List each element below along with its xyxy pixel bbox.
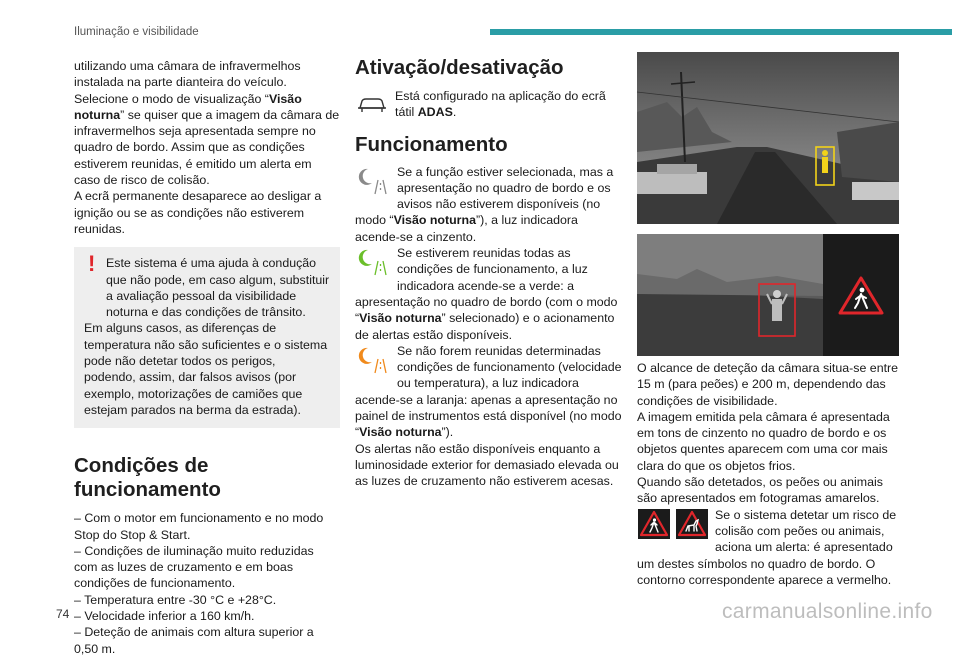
night-vision-grey-icon (355, 165, 391, 197)
heading-operation: Funcionamento (355, 132, 508, 156)
activation-text: Está configurado na aplicação do ecrã tátil ADAS. (395, 89, 606, 120)
list-item: – Temperatura entre -30 °C e +28°C. (74, 592, 277, 607)
indicator-grey-text: Se a função estiver selecionada, mas a apresentação no quadro de bordo e os avisos não estiverem disponíveis (no modo “Visão noturna”), a luz indicadora acende-se a cinzento. (355, 164, 614, 244)
intro-paragraph: utilizando uma câmara de infravermelhos instalada na parte dianteira do veículo. (74, 59, 301, 90)
list-item: – Condições de iluminação muito reduzidas com as luzes de cruzamento e em boas condições de funcionamento. (74, 543, 314, 591)
column-1 (74, 58, 340, 657)
car-outline-icon (355, 89, 389, 119)
alert-row (637, 507, 903, 588)
page-number: 74 (56, 607, 70, 621)
running-header: Iluminação e visibilidade (74, 26, 199, 38)
night-vision-camera-image (637, 52, 899, 224)
night-vision-green-icon (355, 246, 391, 278)
list-item: – Velocidade inferior a 160 km/h. (74, 609, 255, 624)
yellow-frames-paragraph: Quando são detetados, os peões ou animais são apresentados em fotogramas amarelos. (637, 475, 883, 506)
warning-text-1: Este sistema é uma ajuda à condução que não pode, em caso algum, substituir a avaliação pessoal da visibilidade noturna e das condições de trânsito. (106, 256, 330, 320)
activation-row (355, 88, 623, 121)
night-vision-orange-icon (355, 344, 391, 376)
warning-box (74, 247, 340, 428)
pedestrian-warning-icon (637, 508, 671, 540)
display-off-paragraph: A ecrã permanente desaparece ao desligar a ignição ou se as condições não estiverem reunidas. (74, 189, 322, 236)
header-accent-bar (490, 29, 952, 35)
night-vision-alert-image (637, 234, 823, 356)
heading-activation: Ativação/desativação (355, 56, 564, 79)
alerts-unavailable-text: Os alertas não estão disponíveis enquanto a luminosidade exterior for demasiado elevada ou as luzes de cruzamento não estiverem acesas. (355, 441, 619, 489)
list-item: – Com o motor em funcionamento e no modo Stop do Stop & Start. (74, 511, 324, 542)
animal-warning-icon (675, 508, 709, 540)
warning-text-2: Em alguns casos, as diferenças de temperatura não são suficientes e o sistema pode não detetar todos os perigos, podendo, assim, dar falsos avisos (por exemplo, motorizações de camiões que estejam parados na berma da estrada). (84, 321, 328, 417)
heading-operating-conditions: Condições de funcionamento (74, 454, 221, 502)
pedestrian-warning-panel (823, 234, 899, 356)
indicator-green-row (355, 245, 623, 343)
greyscale-paragraph: A imagem emitida pela câmara é apresentada em tons de cinzento no quadro de bordo e os objetos quentes aparecem com uma cor mais clara do que os objetos frios. (637, 409, 890, 473)
list-item: – Deteção de animais com altura superior a 0,50 m. (74, 625, 314, 656)
indicator-orange-row (355, 343, 623, 441)
column-3 (637, 360, 903, 588)
alert-paragraph: Se o sistema detetar um risco de colisão com peões ou animais, aciona um alerta: é apresentado um destes símbolos no quadro de bordo. O contorno correspondente aparece a vermelho. (637, 507, 897, 587)
column-2 (355, 56, 623, 490)
indicator-grey-row (355, 164, 623, 245)
watermark: carmanualsonline.info (722, 600, 933, 623)
indicator-orange-text: Se não forem reunidas determinadas condições de funcionamento (velocidade ou temperatura), a luz indicadora acende-se a laranja: apenas a apresentação no painel de instrumentos está disponível (no modo “Visão noturna”). (355, 343, 622, 440)
warning-mark-icon: ! (88, 251, 96, 277)
select-mode-paragraph: Selecione o modo de visualização “Visão noturna” se quiser que a imagem da câmara de infravermelhos seja apresentada sempre no quadro de bordo. Assim que as condições estiverem reunidas, é emitido um alerta em caso de risco de colisão. (74, 91, 340, 188)
range-paragraph: O alcance de deteção da câmara situa-se entre 15 m (para peões) e 200 m, dependendo das condições de visibilidade. (637, 361, 899, 408)
indicator-green-text: Se estiverem reunidas todas as condições de funcionamento, a luz indicadora acende-se a verde: a apresentação no quadro de bordo (com o modo “Visão noturna” selecionado) e o acionamento de alertas estão disponíveis. (355, 246, 618, 342)
